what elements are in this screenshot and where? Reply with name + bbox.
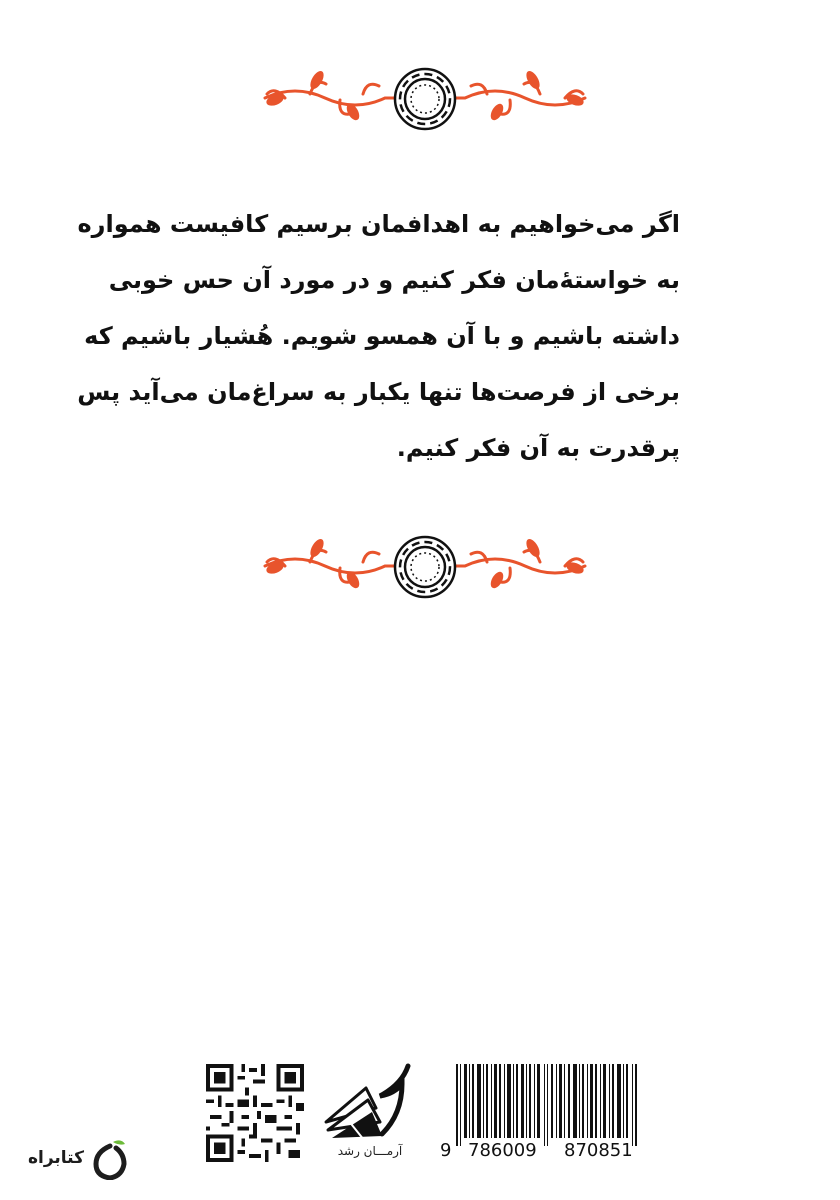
body-line-2: به خواستهٔ‌مان فکر کنیم و در مورد آن حس خوبی	[108, 266, 680, 294]
isbn-group-2: 870851	[564, 1140, 633, 1161]
body-line-1: اگر می‌خواهیم به اهدافمان برسیم کافیست همواره	[77, 210, 680, 238]
body-line-5: پرقدرت به آن فکر کنیم.	[396, 434, 680, 462]
floral-divider-icon	[255, 64, 595, 134]
isbn-group-1: 786009	[468, 1140, 537, 1161]
barcode-icon	[456, 1064, 638, 1146]
body-line-4: برخی از فرصت‌ها تنها یکبار به سراغ‌مان می‌آید پس	[77, 378, 680, 406]
body-text	[77, 196, 680, 476]
floral-divider-icon	[255, 532, 595, 602]
isbn-prefix: 9	[440, 1140, 452, 1161]
isbn-number	[440, 1140, 640, 1162]
qr-code-icon	[206, 1064, 304, 1162]
store-name: کتابراه	[27, 1148, 84, 1168]
body-line-3: داشته باشیم و با آن همسو شویم. هُشیار باشیم که	[84, 322, 680, 350]
publisher-name: آرمـــان رشد	[337, 1144, 403, 1158]
